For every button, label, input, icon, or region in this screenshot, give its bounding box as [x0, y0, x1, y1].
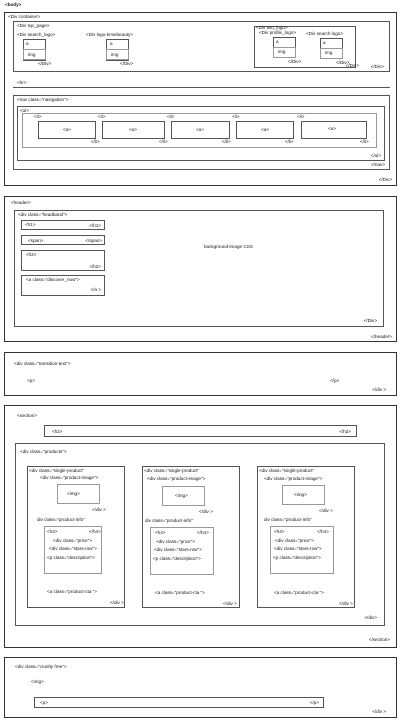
background-image-note: background-image CSS: [204, 244, 253, 249]
h1-open-tag: <h1>: [25, 222, 36, 227]
li-4-close: </li>: [285, 139, 294, 144]
li-4-open: <li>: [232, 114, 240, 119]
header-open-tag: <header>: [11, 200, 31, 205]
search-logo-left-a: a: [26, 41, 29, 46]
container-open-tag: <Div container>: [8, 14, 41, 19]
product-3-h4-open: <h4>: [274, 529, 285, 534]
ul-close-tag: </ul>: [370, 152, 381, 158]
single-product-1-close: </div >: [110, 600, 124, 605]
single-product-2: [142, 466, 240, 608]
logo-kmie-a: a: [110, 41, 113, 46]
product-info-3: div class="product-info": [264, 517, 312, 522]
li-2-a: <a>: [129, 127, 137, 132]
hr-tag: <hr>: [17, 80, 27, 85]
li-1-a: <a>: [63, 127, 71, 132]
cruelty-free-p-open: <p>: [40, 700, 48, 705]
single-product-2-open: <div class="single-product": [144, 468, 200, 473]
discover-now-open-tag: <a class="discover_now">: [26, 277, 80, 282]
profile-logo-close: </Div>: [288, 59, 302, 64]
nav-close-tag: </nav>: [370, 161, 385, 167]
h1-box: [21, 220, 105, 230]
li-1-close: </li>: [91, 139, 100, 144]
transition-open-tag: <div class="transition-text">: [14, 361, 71, 366]
single-product-2-close: </div >: [223, 601, 237, 606]
single-product-1-open: <div class="single-product": [29, 468, 85, 473]
product-2-h4-open: <h4>: [155, 530, 166, 535]
h2-open-tag: <h2>: [26, 252, 37, 257]
li-5-close: </li>: [360, 139, 369, 144]
product-image-2-close: </div >: [199, 509, 213, 514]
li-4-a: <a>: [261, 127, 269, 132]
logo-kmie-open: <Div logo-kmiebeauty>: [86, 32, 133, 37]
product-3-desc: <p class="description">: [273, 555, 321, 560]
search-logo-left-img-label: img: [28, 52, 36, 57]
span-open-tag: <span>: [28, 238, 44, 243]
transition-box: [4, 352, 397, 396]
cruelty-free-close-tag: </div >: [372, 708, 386, 714]
product-info-1: div class="product-info": [37, 517, 85, 522]
li-5-a: <a>: [328, 126, 336, 131]
span-box: [21, 235, 105, 245]
single-product-3: [257, 466, 355, 608]
span-close-tag: </span>: [85, 238, 102, 243]
product-image-2-img: <img>: [175, 493, 188, 498]
logo-kmie-close: </Div>: [120, 61, 134, 66]
product-2-cta: <a class="product-cta ">: [155, 590, 205, 595]
container-close-tag: </Div>: [378, 176, 392, 182]
li-3-open: <li>: [167, 114, 175, 119]
product-3-stars: <div class="stars-row">: [274, 546, 322, 551]
search-logo-right-open: <Div search logo>: [306, 31, 344, 36]
hr-line: [13, 87, 390, 88]
h1-close-tag: </h1>: [89, 223, 101, 228]
products-close-tag: </div>: [364, 614, 377, 620]
search-logo-left-open: <Div search_logo>: [17, 32, 56, 37]
li-1-open: <li>: [34, 114, 42, 119]
product-image-3-open: <div class="product-image">: [264, 476, 323, 481]
search-logo-right-img-label: img: [325, 50, 333, 55]
product-image-1-img: <img>: [67, 491, 80, 496]
product-image-3-img: <img>: [294, 492, 307, 497]
section-open-tag: <section>: [17, 413, 37, 418]
two-logo-close: </Div>: [345, 62, 359, 68]
product-image-3-close: </div >: [319, 508, 333, 513]
search-logo-right-close: </Div>: [336, 60, 350, 65]
product-2-price: <div class="price">: [156, 539, 195, 544]
product-image-2-open: <div class="product-image">: [147, 476, 206, 481]
product-1-price: <div class="price">: [53, 538, 92, 543]
product-3-price: <div class="price">: [275, 538, 314, 543]
product-2-h4-close: </h4>: [197, 530, 209, 535]
li-2-close: </li>: [159, 139, 168, 144]
product-2-stars: <div class="stars-row">: [154, 547, 202, 552]
profile-logo-a: a: [276, 39, 279, 44]
li-5-open: <li>: [297, 114, 305, 119]
header-close-tag: </header>: [371, 333, 392, 339]
single-product-1: [27, 466, 125, 608]
h2-box: [21, 250, 105, 271]
product-1-h4-close: </h4>: [89, 529, 101, 534]
h2-close-tag: </h2>: [89, 263, 101, 269]
cruelty-free-p-box: [34, 697, 324, 708]
profile-logo-open: <Div profile_logo>: [259, 30, 297, 35]
product-image-1-close: </div >: [92, 507, 106, 512]
product-1-stars: <div class="stars-row">: [49, 546, 97, 551]
cruelty-free-open-tag: <div class="cruelty free">: [15, 664, 67, 669]
body-tag: <body>: [5, 2, 22, 7]
ul-open-tag: <ul>: [20, 108, 29, 113]
transition-close-tag: </div >: [372, 386, 386, 392]
nav-open-tag: <nav class="navigation">: [17, 97, 69, 102]
products-open-tag: <div class="products">: [20, 449, 67, 454]
product-3-cta: <a class="product-cta ">: [274, 590, 324, 595]
transition-p-open: <p>: [27, 378, 35, 383]
headband-open-tag: <div class="headband">: [18, 212, 68, 217]
single-product-3-open: <div class="single-product": [259, 468, 315, 473]
li-3-a: <a>: [196, 127, 204, 132]
single-product-3-close: </div >: [339, 601, 353, 606]
cruelty-free-box: [4, 657, 397, 718]
product-1-desc: <p class="description">: [47, 555, 95, 560]
product-3-h4-close: </h4>: [317, 529, 329, 534]
product-2-desc: <p class="description">: [153, 556, 201, 561]
section-close-tag: </section>: [368, 636, 390, 642]
product-info-2: div class="product-info": [145, 518, 193, 523]
logo-kmie-img-label: img: [111, 52, 119, 57]
two-logo-open: <Div two_logo>: [256, 25, 288, 30]
li-3-close: </li>: [222, 139, 231, 144]
discover-now-close-tag: </a >: [90, 286, 101, 292]
li-2-open: <li>: [98, 114, 106, 119]
product-1-cta: <a class="product-cta ">: [47, 589, 97, 594]
transition-p-close: </p>: [330, 378, 340, 383]
search-logo-right-a: a: [323, 40, 326, 45]
search-logo-left-close: </Div>: [38, 61, 52, 66]
profile-logo-img-label: img: [278, 49, 286, 54]
product-image-1-open: <div class="product-image">: [40, 475, 99, 480]
product-1-h4-open: <h4>: [47, 529, 58, 534]
top-page-open-tag: <Div top_page>: [17, 23, 50, 28]
cruelty-free-img: <img>: [31, 679, 44, 684]
cruelty-free-p-close: </p>: [309, 700, 319, 705]
discover-now-box: [21, 275, 105, 296]
top-page-close-tag: </Div>: [370, 63, 384, 69]
section-h2-open: <h2>: [52, 429, 63, 434]
section-h2-box: [44, 425, 357, 437]
headband-close-tag: </Div>: [363, 317, 377, 323]
section-h2-close: </h2>: [339, 429, 351, 434]
